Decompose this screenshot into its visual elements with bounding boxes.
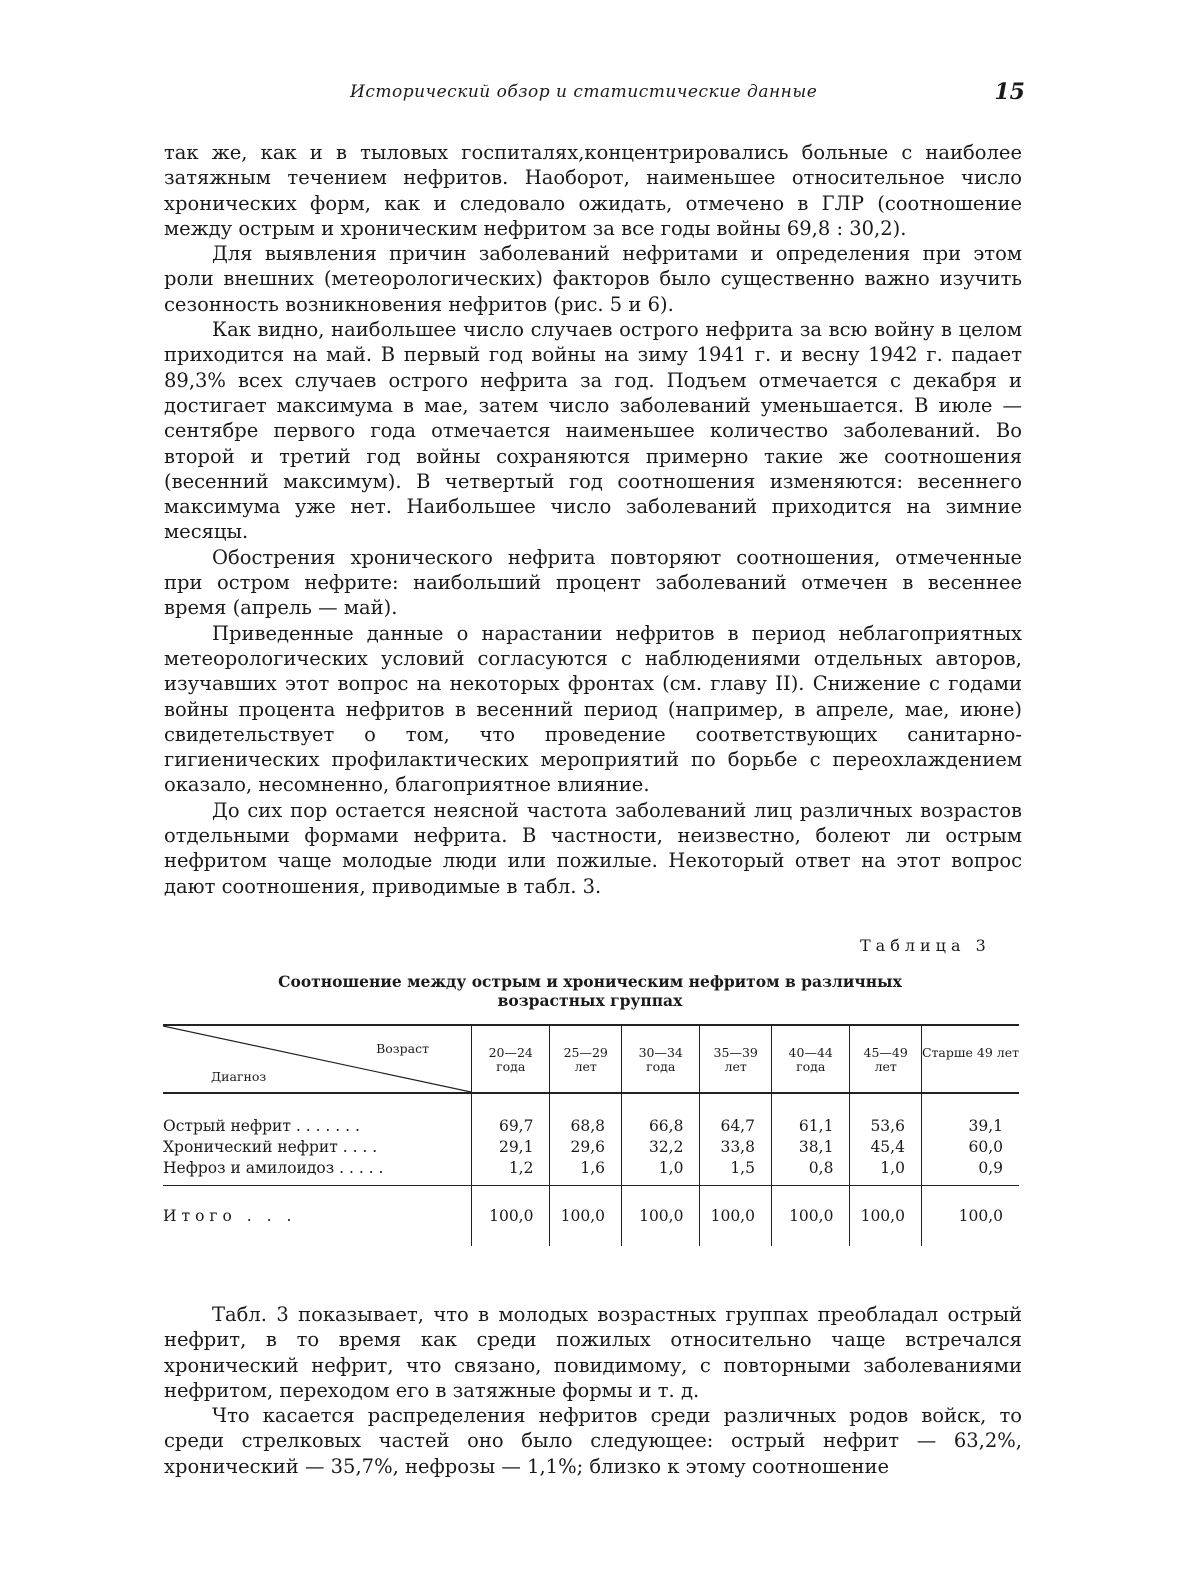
table-corner-cell bbox=[163, 1025, 472, 1093]
table-cell: 64,7 bbox=[700, 1116, 772, 1137]
paragraph: Как видно, наибольшее число случаев острого нефрита за всю войну в целом приходится на май. В первый год войны на зиму 1941 г. и весну 1942 г. падает 89,3% всех случаев острого нефрита за год. Подъем отмечается с декабря и достигает максимума в мае, затем число заболеваний уменьшается. В июле — сентябре первого года отмечается наименьшее количество заболеваний. Во второй и третий год войны сохраняются примерно такие же соотношения (весенний максимум). В четвертый год соотношения изменяются: весеннего максимума уже нет. Наибольшее число заболеваний приходится на зимние месяцы. bbox=[164, 318, 1022, 544]
diagonal-line bbox=[163, 1026, 471, 1094]
total-label: Итого . . . bbox=[163, 1186, 472, 1247]
paragraph: Что касается распределения нефритов среди различных родов войск, то среди стрелковых частей оно было следующее: острый нефрит — 63,2%, хронический — 35,7%, нефрозы — 1,1%; близко к этому соотношение bbox=[164, 1404, 1022, 1478]
table-cell: 38,1 bbox=[771, 1137, 849, 1158]
table-cell: 29,6 bbox=[550, 1137, 622, 1158]
table-label: Таблица 3 bbox=[860, 936, 991, 955]
column-header: Старше 49 лет bbox=[921, 1025, 1019, 1093]
row-label: Нефроз и амилоидоз . . . . . bbox=[163, 1159, 384, 1177]
paragraph: Приведенные данные о нарастании нефритов в период неблагоприятных метеорологических условий согласуются с наблюдениями отдельных авторов, изучавших этот вопрос на некоторых фронтах (см. главу II). Снижение с годами войны процента нефритов в весенний период (например, в апреле, мае, июне) свидетельствует о том, что проведение соответствующих санитарно-гигиенических профилактических мероприятий по борьбе с переохлаждением оказало, несомненно, благоприятное влияние. bbox=[164, 621, 1022, 797]
table-cell: 1,6 bbox=[550, 1158, 622, 1186]
age-header-label: Возраст bbox=[376, 1041, 429, 1056]
table-cell: 39,1 bbox=[921, 1116, 1019, 1137]
body-text-top bbox=[164, 140, 1022, 899]
column-header: 20—24 года bbox=[472, 1025, 550, 1093]
column-header: 35—39 лет bbox=[700, 1025, 772, 1093]
body-text-bottom bbox=[164, 1302, 1022, 1479]
table-row bbox=[163, 1158, 1019, 1186]
row-label: Острый нефрит . . . . . . . bbox=[163, 1117, 360, 1135]
page-header bbox=[350, 79, 1025, 112]
column-header: 45—49 лет bbox=[850, 1025, 922, 1093]
paragraph: Табл. 3 показывает, что в молодых возрастных группах преобладал острый нефрит, в то время как среди пожилых относительно чаще встречался хронический нефрит, что связано, повидимому, с повторными заболеваниями нефритом, переходом его в затяжные формы и т. д. bbox=[164, 1303, 1022, 1402]
table-cell: 45,4 bbox=[850, 1137, 922, 1158]
paragraph: До сих пор остается неясной частота заболеваний лиц различных возрастов отдельными формами нефрита. В частности, неизвестно, болеют ли острым нефритом чаще молодые люди или пожилые. Некоторый ответ на этот вопрос дают соотношения, приводимые в табл. 3. bbox=[164, 798, 1022, 898]
row-label: Хронический нефрит . . . . bbox=[163, 1138, 378, 1156]
table-cell: 0,9 bbox=[921, 1158, 1019, 1186]
table-cell: 53,6 bbox=[850, 1116, 922, 1137]
page-number: 15 bbox=[994, 79, 1025, 105]
table-caption: Соотношение между острым и хроническим нефритом в различных возрастных группах bbox=[278, 972, 902, 1010]
column-header: 40—44 года bbox=[771, 1025, 849, 1093]
column-header: 30—34 года bbox=[621, 1025, 699, 1093]
table-cell: 0,8 bbox=[771, 1158, 849, 1186]
table-cell: 33,8 bbox=[700, 1137, 772, 1158]
table-cell: 66,8 bbox=[621, 1116, 699, 1137]
paragraph: Обострения хронического нефрита повторяют соотношения, отмеченные при остром нефрите: наибольший процент заболеваний отмечен в весеннее время (апрель — май). bbox=[164, 545, 1022, 620]
total-cell: 100,0 bbox=[771, 1186, 849, 1247]
table-row bbox=[163, 1116, 1019, 1137]
total-cell: 100,0 bbox=[472, 1186, 550, 1247]
table-body bbox=[163, 1093, 1019, 1246]
paragraph: так же, как и в тыловых госпиталях,концентрировались больные с наиболее затяжным течением нефритов. Наоборот, наименьшее относительное число хронических форм, как и следовало ожидать, отмечено в ГЛР (соотношение между острым и хроническим нефритом за все годы войны 69,8 : 30,2). bbox=[164, 141, 1022, 240]
table-cell: 29,1 bbox=[472, 1137, 550, 1158]
total-cell: 100,0 bbox=[621, 1186, 699, 1247]
diagnosis-header-label: Диагноз bbox=[211, 1069, 267, 1084]
table-cell: 1,5 bbox=[700, 1158, 772, 1186]
table-header-row bbox=[163, 1025, 1019, 1093]
paragraph: Для выявления причин заболеваний нефритами и определения при этом роли внешних (метеорологических) факторов было существенно важно изучить сезонность возникновения нефритов (рис. 5 и 6). bbox=[164, 242, 1022, 316]
total-cell: 100,0 bbox=[700, 1186, 772, 1247]
age-diagnosis-table bbox=[163, 1024, 1019, 1246]
spacer-row bbox=[163, 1093, 1019, 1116]
table-cell: 1,2 bbox=[472, 1158, 550, 1186]
table-cell: 68,8 bbox=[550, 1116, 622, 1137]
column-header: 25—29 лет bbox=[550, 1025, 622, 1093]
table-cell: 1,0 bbox=[850, 1158, 922, 1186]
total-row bbox=[163, 1186, 1019, 1247]
table-cell: 69,7 bbox=[472, 1116, 550, 1137]
table-cell: 61,1 bbox=[771, 1116, 849, 1137]
table-cell: 32,2 bbox=[621, 1137, 699, 1158]
total-cell: 100,0 bbox=[921, 1186, 1019, 1247]
table-cell: 60,0 bbox=[921, 1137, 1019, 1158]
table-row bbox=[163, 1137, 1019, 1158]
total-cell: 100,0 bbox=[550, 1186, 622, 1247]
total-cell: 100,0 bbox=[850, 1186, 922, 1247]
table-cell: 1,0 bbox=[621, 1158, 699, 1186]
running-title: Исторический обзор и статистические данные bbox=[350, 82, 818, 102]
